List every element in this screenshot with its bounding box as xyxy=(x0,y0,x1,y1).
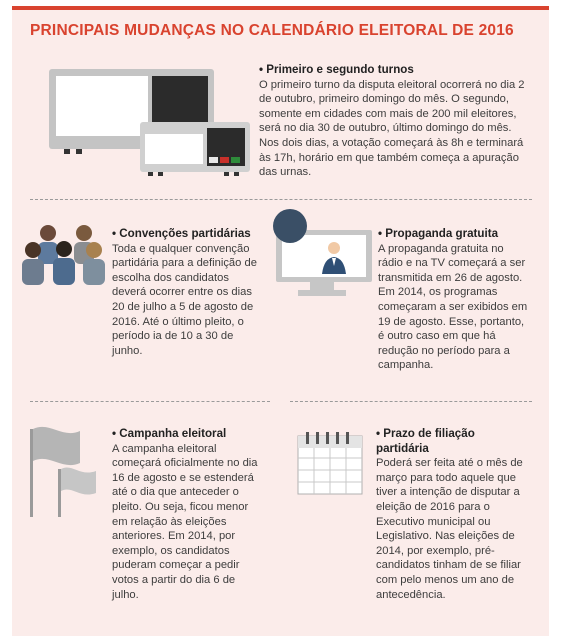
section-heading: • Propaganda gratuita xyxy=(378,227,499,240)
section-body: Toda e qualquer convenção partidária para a definição de escolha dos candidatos deverá ocorrer entre os dias 20 de julho a 5 de agosto de 2016. Até o último pleito, o período ia de 10 a 30 de junho. xyxy=(112,242,257,357)
tv-broadcast-icon xyxy=(268,208,376,300)
divider xyxy=(30,199,532,200)
people-group-icon xyxy=(20,222,108,286)
section-campanha-eleitoral xyxy=(112,427,262,602)
divider xyxy=(290,401,532,402)
section-convencoes-partidarias xyxy=(112,227,260,358)
page-title: PRINCIPAIS MUDANÇAS NO CALENDÁRIO ELEITORAL DE 2016 xyxy=(30,22,514,39)
section-body: Poderá ser feita até o mês de março para todo aquele que tiver a intenção de disputar a eleição de 2016 para o Executivo municipal ou Legislativo. Nas eleições de 2014, por exemplo, pré-candidatos tinham de se filiar com pelo menos um ano de antecedência. xyxy=(376,457,523,601)
section-propaganda-gratuita xyxy=(378,227,528,373)
section-body: O primeiro turno da disputa eleitoral ocorrerá no dia 2 de outubro, primeiro domingo do mês. O segundo, somente em cidades com mais de 200 mil eleitores, será no dia 30 de outubro, último domingo do mês. Nos dois dias, a votação começará às 8h e terminará às 17h, horário em que também começa a apuração das urnas. xyxy=(259,78,525,179)
flags-icon xyxy=(22,423,108,519)
section-prazo-filiacao xyxy=(376,427,528,602)
section-primeiro-segundo-turnos xyxy=(259,63,531,180)
section-heading: • Convenções partidárias xyxy=(112,227,251,240)
section-heading: • Primeiro e segundo turnos xyxy=(259,63,414,76)
section-heading: • Campanha eleitoral xyxy=(112,427,227,440)
calendar-icon xyxy=(292,430,366,496)
section-heading: • Prazo de filiação partidária xyxy=(376,427,475,455)
section-body: A propaganda gratuita no rádio e na TV começará a ser transmitida em 26 de agosto. Em 2014, os programas começaram a ser exibidos em 19 de agosto. Esse, portanto, é outro caso em que há redução no período para a campanha. xyxy=(378,242,528,372)
top-rule xyxy=(12,6,549,10)
section-body: A campanha eleitoral começará oficialmente no dia 16 de agosto e se estenderá até o dia que anteceder o pleito. Ou seja, ficou menor em relação às eleições anteriores. Em 2014, por exemplo, os candidatos puderam começar a pedir votos a partir do dia 6 de julho. xyxy=(112,442,258,601)
divider xyxy=(30,401,270,402)
voting-machine-icon xyxy=(44,64,254,178)
